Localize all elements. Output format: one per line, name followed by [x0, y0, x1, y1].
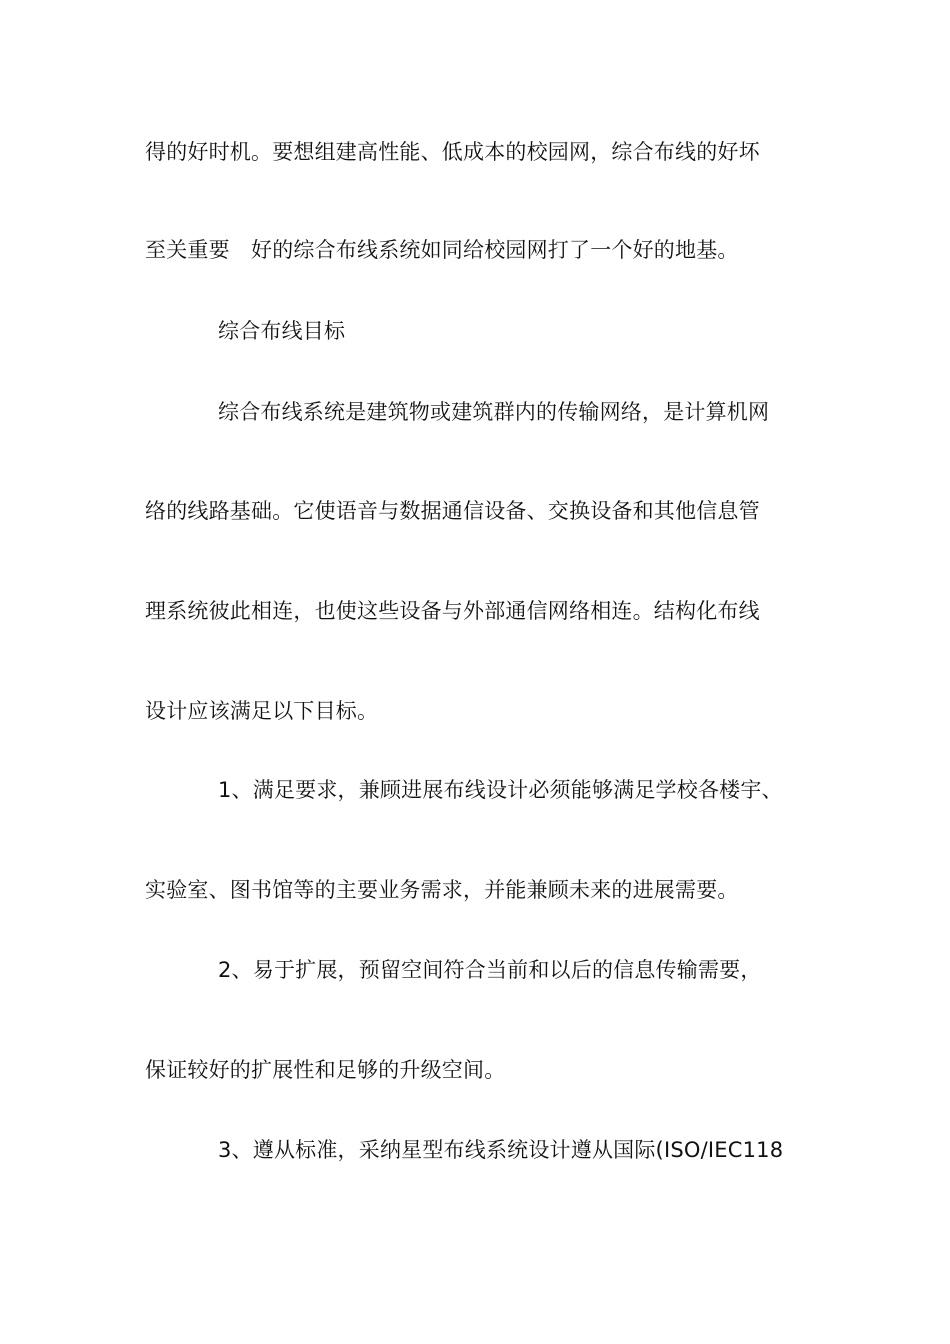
section-heading: 综合布线目标 — [218, 319, 346, 343]
paragraph-line: 理系统彼此相连，也使这些设备与外部通信网络相连。结构化布线 — [145, 599, 760, 623]
paragraph-line: 实验室、图书馆等的主要业务需求，并能兼顾未来的进展需要。 — [145, 878, 739, 902]
list-item: 1、满足要求，兼顾进展布线设计必须能够满足学校各楼宇、 — [218, 778, 783, 802]
paragraph-line: 综合布线系统是建筑物或建筑群内的传输网络，是计算机网 — [218, 400, 770, 424]
paragraph-line: 保证较好的扩展性和足够的升级空间。 — [145, 1058, 506, 1082]
paragraph-line: 络的线路基础。它使语音与数据通信设备、交换设备和其他信息管 — [145, 499, 760, 523]
paragraph-line: 得的好时机。要想组建高性能、低成本的校园网，综合布线的好坏 — [145, 140, 760, 164]
paragraph-line: 至关重要 好的综合布线系统如同给校园网打了一个好的地基。 — [145, 238, 739, 262]
list-item: 3、遵从标准，采纳星型布线系统设计遵从国际(ISO/IEC118 — [218, 1138, 784, 1162]
paragraph-line: 设计应该满足以下目标。 — [145, 699, 379, 723]
list-item: 2、易于扩展，预留空间符合当前和以后的信息传输需要， — [218, 958, 762, 982]
